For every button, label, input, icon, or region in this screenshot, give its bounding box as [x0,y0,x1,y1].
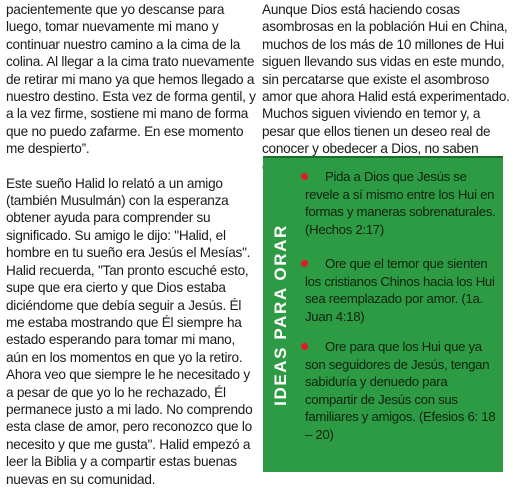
prayer-item-text: Ore que el temor que sienten los cristianos Chinos hacia los Hui sea reemplazado por amor. (1a. Juan 4:18) [305,256,495,324]
prayer-box-title [261,158,301,472]
prayer-item-2 [305,255,501,325]
prayer-ideas-box [263,156,503,472]
right-column [262,1,510,175]
red-bullet-icon [301,173,308,180]
prayer-item-text: Pida a Dios que Jesús se revele a sí mismo entre los Hui en formas y maneras sobrenaturales. (Hechos 2:17) [305,169,496,237]
prayer-box-title-text: IDEAS PARA ORAR [271,224,291,406]
red-bullet-icon [301,343,308,350]
story-paragraph-1: pacientemente que yo descanse para luego, tomar nuevamente mi mano y continuar nuestro camino a la cima de la colina. Al llegar a la cima trato nuevamente de retirar mi mano ya que hemos llegado a nuestro destino. Esta vez de forma gentil, y a la vez firme, sostiene mi mano de forma que no puedo zafarme. En ese momento me despierto”. [6,2,256,157]
prayer-item-3 [305,338,501,444]
left-column [6,1,256,488]
red-bullet-icon [301,260,308,267]
prayer-item-text: Ore para que los Hui que ya son seguidores de Jesús, tengan sabiduría y denuedo para compartir de Jesús con sus familiares y amigos. (Efesios 6: 18 – 20) [305,339,496,442]
hui-paragraph: Aunque Dios está haciendo cosas asombrosas en la población Hui en China, muchos de los más de 10 millones de Hui siguen llevando sus vidas en este mundo, sin percatarse que existe el asombroso amor que ahora Halid está experimentado. Muchos siguen viviendo en temor y, a pesar que ellos tienen un deseo real de conocer y obedecer a Dios, no saben [262,2,510,157]
story-paragraph-2: Este sueño Halid lo relató a un amigo (también Musulmán) con la esperanza obtener ayuda para comprender su significado. Su amigo le dijo: "Halid, el hombre en tu sueño era Jesús el Mesías". Halid recuerda, "Tan pronto escuché esto, supe que era cierto y que Dios estaba diciéndome que debía seguir a Jesús. Él me estaba mostrando que Él siempre ha estado esperando para tomar mi mano, aún en los momentos en que yo la retiro. Ahora veo que siempre le he necesitado y a pesar de que yo lo he rechazado, Él permanece justo a mi lado. No comprendo esta clase de amor, pero reconozco que lo necesito y que me gusta". Halid empezó a leer la Biblia y a compartir estas buenas nuevas en su comunidad. [6,175,253,487]
prayer-item-1 [305,168,501,238]
